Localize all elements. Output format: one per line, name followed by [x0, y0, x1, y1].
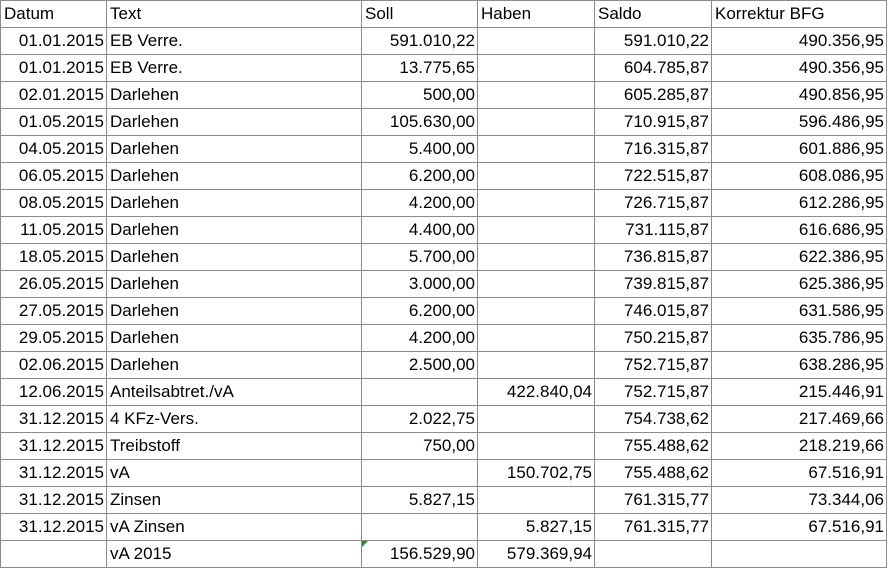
table-row [1, 271, 887, 298]
cell-korrektur-bfg[interactable]: 67.516,91 [712, 460, 887, 487]
cell-datum[interactable]: 27.05.2015 [1, 298, 107, 325]
cell-haben[interactable] [478, 487, 595, 514]
cell-soll[interactable]: 105.630,00 [362, 109, 478, 136]
cell-text[interactable]: Darlehen [107, 298, 362, 325]
header-row [1, 1, 887, 28]
cell-korrektur-bfg[interactable]: 596.486,95 [712, 109, 887, 136]
header-korrektur-bfg[interactable]: Korrektur BFG [712, 1, 887, 28]
cell-haben[interactable] [478, 244, 595, 271]
cell-text[interactable]: Anteilsabtret./vA [107, 379, 362, 406]
cell-datum[interactable]: 31.12.2015 [1, 406, 107, 433]
cell-haben[interactable] [478, 217, 595, 244]
table-row [1, 433, 887, 460]
cell-datum[interactable]: 31.12.2015 [1, 487, 107, 514]
cell-haben[interactable]: 150.702,75 [478, 460, 595, 487]
cell-text[interactable]: Darlehen [107, 109, 362, 136]
cell-haben[interactable] [478, 109, 595, 136]
cell-korrektur-bfg[interactable]: 67.516,91 [712, 514, 887, 541]
cell-haben[interactable]: 579.369,94 [478, 541, 595, 568]
cell-datum[interactable]: 04.05.2015 [1, 136, 107, 163]
ledger-rows [1, 28, 887, 568]
cell-korrektur-bfg[interactable]: 73.344,06 [712, 487, 887, 514]
cell-korrektur-bfg[interactable]: 490.856,95 [712, 82, 887, 109]
cell-datum[interactable]: 02.01.2015 [1, 82, 107, 109]
cell-text[interactable]: Treibstoff [107, 433, 362, 460]
cell-datum[interactable]: 08.05.2015 [1, 190, 107, 217]
cell-datum[interactable]: 31.12.2015 [1, 460, 107, 487]
table-row [1, 136, 887, 163]
cell-haben[interactable] [478, 82, 595, 109]
cell-soll[interactable]: 5.400,00 [362, 136, 478, 163]
cell-datum[interactable]: 31.12.2015 [1, 433, 107, 460]
cell-saldo[interactable]: 755.488,62 [595, 433, 712, 460]
cell-saldo[interactable]: 754.738,62 [595, 406, 712, 433]
cell-soll[interactable]: 591.010,22 [362, 28, 478, 55]
cell-text[interactable]: EB Verre. [107, 28, 362, 55]
table-row [1, 82, 887, 109]
table-row [1, 487, 887, 514]
cell-haben[interactable] [478, 55, 595, 82]
cell-korrektur-bfg[interactable]: 622.386,95 [712, 244, 887, 271]
cell-korrektur-bfg[interactable]: 635.786,95 [712, 325, 887, 352]
cell-soll[interactable] [362, 379, 478, 406]
cell-datum[interactable]: 01.01.2015 [1, 28, 107, 55]
cell-saldo[interactable]: 755.488,62 [595, 460, 712, 487]
cell-saldo[interactable]: 761.315,77 [595, 514, 712, 541]
cell-soll[interactable]: 156.529,90 [362, 541, 478, 568]
cell-haben[interactable] [478, 163, 595, 190]
cell-saldo[interactable]: 750.215,87 [595, 325, 712, 352]
cell-korrektur-bfg[interactable]: 631.586,95 [712, 298, 887, 325]
cell-korrektur-bfg[interactable]: 625.386,95 [712, 271, 887, 298]
cell-saldo[interactable]: 761.315,77 [595, 487, 712, 514]
cell-saldo[interactable]: 739.815,87 [595, 271, 712, 298]
table-row [1, 244, 887, 271]
header-haben[interactable]: Haben [478, 1, 595, 28]
cell-korrektur-bfg[interactable]: 217.469,66 [712, 406, 887, 433]
cell-saldo[interactable]: 722.515,87 [595, 163, 712, 190]
table-row [1, 28, 887, 55]
cell-korrektur-bfg[interactable]: 616.686,95 [712, 217, 887, 244]
cell-text[interactable]: 4 KFz-Vers. [107, 406, 362, 433]
cell-haben[interactable] [478, 190, 595, 217]
cell-text[interactable]: Darlehen [107, 136, 362, 163]
cell-text[interactable]: vA [107, 460, 362, 487]
cell-saldo[interactable]: 752.715,87 [595, 379, 712, 406]
cell-korrektur-bfg[interactable]: 638.286,95 [712, 352, 887, 379]
cell-soll[interactable]: 2.022,75 [362, 406, 478, 433]
cell-soll[interactable]: 4.200,00 [362, 325, 478, 352]
cell-korrektur-bfg[interactable]: 601.886,95 [712, 136, 887, 163]
cell-saldo[interactable]: 731.115,87 [595, 217, 712, 244]
cell-text[interactable]: Darlehen [107, 163, 362, 190]
cell-haben[interactable] [478, 352, 595, 379]
table-row [1, 55, 887, 82]
error-indicator-icon[interactable] [362, 541, 368, 547]
cell-saldo[interactable]: 716.315,87 [595, 136, 712, 163]
cell-datum[interactable]: 12.06.2015 [1, 379, 107, 406]
cell-datum[interactable] [1, 541, 107, 568]
table-row [1, 352, 887, 379]
cell-korrektur-bfg[interactable]: 608.086,95 [712, 163, 887, 190]
cell-haben[interactable] [478, 271, 595, 298]
cell-korrektur-bfg[interactable]: 218.219,66 [712, 433, 887, 460]
cell-text[interactable]: EB Verre. [107, 55, 362, 82]
cell-text[interactable]: Darlehen [107, 217, 362, 244]
cell-haben[interactable] [478, 406, 595, 433]
cell-saldo[interactable]: 752.715,87 [595, 352, 712, 379]
cell-saldo[interactable]: 726.715,87 [595, 190, 712, 217]
cell-saldo[interactable]: 591.010,22 [595, 28, 712, 55]
cell-haben[interactable] [478, 136, 595, 163]
cell-saldo[interactable] [595, 541, 712, 568]
cell-saldo[interactable]: 605.285,87 [595, 82, 712, 109]
cell-soll[interactable]: 750,00 [362, 433, 478, 460]
cell-saldo[interactable]: 736.815,87 [595, 244, 712, 271]
cell-soll[interactable]: 3.000,00 [362, 271, 478, 298]
cell-haben[interactable] [478, 298, 595, 325]
cell-datum[interactable]: 02.06.2015 [1, 352, 107, 379]
table-row [1, 190, 887, 217]
cell-text[interactable]: Darlehen [107, 190, 362, 217]
table-row [1, 460, 887, 487]
cell-text[interactable]: Darlehen [107, 244, 362, 271]
cell-soll[interactable]: 6.200,00 [362, 298, 478, 325]
cell-text[interactable]: Darlehen [107, 271, 362, 298]
cell-soll[interactable]: 5.700,00 [362, 244, 478, 271]
cell-haben[interactable]: 5.827,15 [478, 514, 595, 541]
cell-text[interactable]: Zinsen [107, 487, 362, 514]
cell-haben[interactable]: 422.840,04 [478, 379, 595, 406]
cell-korrektur-bfg[interactable]: 490.356,95 [712, 28, 887, 55]
cell-soll[interactable]: 500,00 [362, 82, 478, 109]
cell-datum[interactable]: 26.05.2015 [1, 271, 107, 298]
table-row [1, 379, 887, 406]
cell-soll[interactable] [362, 514, 478, 541]
cell-soll[interactable]: 13.775,65 [362, 55, 478, 82]
header-datum[interactable]: Datum [1, 1, 107, 28]
cell-korrektur-bfg[interactable]: 215.446,91 [712, 379, 887, 406]
table-row [1, 163, 887, 190]
cell-saldo[interactable]: 746.015,87 [595, 298, 712, 325]
cell-text[interactable]: Darlehen [107, 352, 362, 379]
cell-haben[interactable] [478, 433, 595, 460]
cell-datum[interactable]: 01.05.2015 [1, 109, 107, 136]
cell-soll[interactable]: 4.200,00 [362, 190, 478, 217]
cell-datum[interactable]: 31.12.2015 [1, 514, 107, 541]
cell-soll[interactable]: 2.500,00 [362, 352, 478, 379]
table-row [1, 217, 887, 244]
cell-datum[interactable]: 18.05.2015 [1, 244, 107, 271]
header-saldo[interactable]: Saldo [595, 1, 712, 28]
cell-korrektur-bfg[interactable]: 490.356,95 [712, 55, 887, 82]
table-row [1, 109, 887, 136]
cell-text[interactable]: vA 2015 [107, 541, 362, 568]
table-row [1, 406, 887, 433]
cell-korrektur-bfg[interactable]: 612.286,95 [712, 190, 887, 217]
cell-korrektur-bfg[interactable] [712, 541, 887, 568]
cell-saldo[interactable]: 604.785,87 [595, 55, 712, 82]
cell-datum[interactable]: 29.05.2015 [1, 325, 107, 352]
cell-haben[interactable] [478, 325, 595, 352]
cell-datum[interactable]: 11.05.2015 [1, 217, 107, 244]
cell-text[interactable]: Darlehen [107, 82, 362, 109]
cell-haben[interactable] [478, 28, 595, 55]
cell-soll[interactable] [362, 460, 478, 487]
cell-text[interactable]: Darlehen [107, 325, 362, 352]
table-row [1, 298, 887, 325]
cell-soll[interactable]: 5.827,15 [362, 487, 478, 514]
cell-saldo[interactable]: 710.915,87 [595, 109, 712, 136]
header-soll[interactable]: Soll [362, 1, 478, 28]
header-text[interactable]: Text [107, 1, 362, 28]
table-row [1, 514, 887, 541]
cell-datum[interactable]: 01.01.2015 [1, 55, 107, 82]
cell-text[interactable]: vA Zinsen [107, 514, 362, 541]
cell-datum[interactable]: 06.05.2015 [1, 163, 107, 190]
cell-soll[interactable]: 6.200,00 [362, 163, 478, 190]
table-row [1, 325, 887, 352]
cell-soll[interactable]: 4.400,00 [362, 217, 478, 244]
total-row [1, 541, 887, 568]
